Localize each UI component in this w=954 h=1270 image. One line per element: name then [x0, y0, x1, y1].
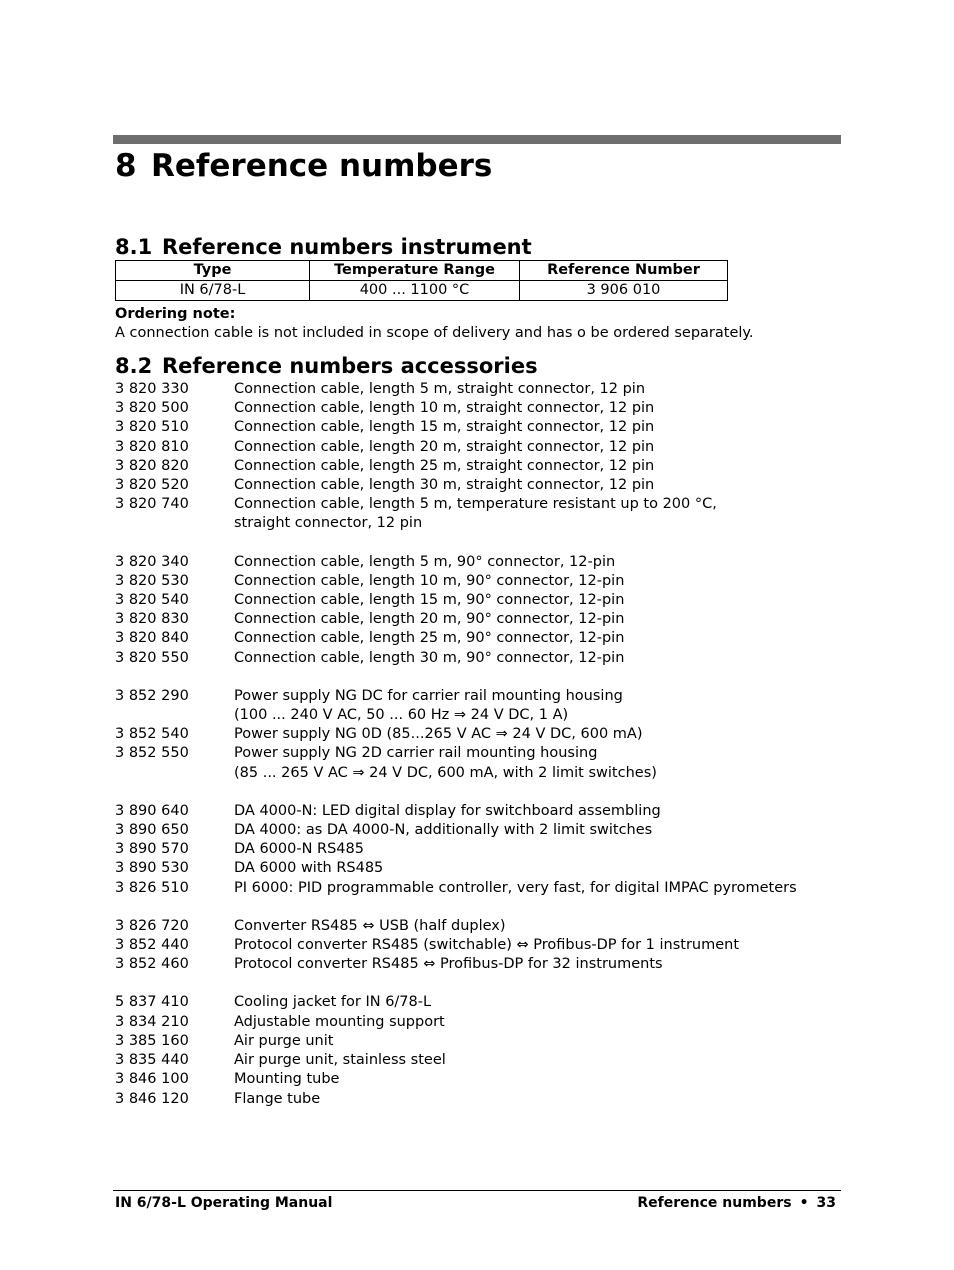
- list-item: [115, 553, 835, 572]
- item-description: (85 ... 265 V AC ⇒ 24 V DC, 600 mA, with 2 limit switches): [234, 764, 657, 781]
- chapter-rule: [113, 135, 841, 144]
- list-item: [115, 993, 835, 1012]
- reference-code: 3 852 540: [115, 726, 189, 743]
- section-title: Reference numbers instrument: [162, 235, 532, 259]
- item-description: Connection cable, length 15 m, 90° connector, 12-pin: [234, 592, 625, 609]
- section-number: 8.1: [115, 235, 153, 259]
- reference-code: 3 852 550: [115, 745, 189, 762]
- reference-code: [115, 514, 234, 533]
- list-item: [115, 821, 835, 840]
- reference-code: 3 852 440: [115, 937, 189, 954]
- list-item: [115, 840, 835, 859]
- footer-separator: •: [799, 1195, 809, 1211]
- item-description: Power supply NG 0D (85...265 V AC ⇒ 24 V DC, 600 mA): [234, 726, 643, 743]
- item-description: Connection cable, length 15 m, straight connector, 12 pin: [234, 419, 655, 436]
- section-number: 8.2: [115, 354, 153, 378]
- footer-manual-title: IN 6/78-L Operating Manual: [115, 1195, 333, 1211]
- section-heading-instrument: [115, 234, 532, 260]
- list-item: [115, 649, 835, 668]
- reference-code: 3 820 830: [115, 611, 189, 628]
- item-description: Connection cable, length 30 m, straight connector, 12 pin: [234, 477, 655, 494]
- list-item: [115, 1032, 835, 1051]
- item-description: Cooling jacket for IN 6/78-L: [234, 994, 432, 1011]
- table-header-cell: Temperature Range: [310, 261, 520, 281]
- reference-code: 3 835 440: [115, 1052, 189, 1069]
- list-item: [115, 1013, 835, 1032]
- item-description: Power supply NG 2D carrier rail mounting housing: [234, 745, 598, 762]
- reference-code: 3 385 160: [115, 1032, 189, 1049]
- reference-code: 3 820 530: [115, 572, 189, 589]
- list-item: [115, 438, 835, 457]
- reference-code: 3 834 210: [115, 1013, 189, 1030]
- list-item: [115, 917, 835, 936]
- item-description: Connection cable, length 10 m, 90° connector, 12-pin: [234, 572, 625, 589]
- list-item: [115, 1090, 835, 1109]
- list-item: [115, 476, 835, 495]
- reference-code: [115, 706, 234, 725]
- item-description: Air purge unit: [234, 1032, 334, 1049]
- list-spacer: [115, 534, 835, 553]
- table-cell: 3 906 010: [520, 281, 728, 301]
- list-spacer: [115, 898, 835, 917]
- reference-code: 3 820 340: [115, 553, 189, 570]
- reference-code: 3 890 650: [115, 822, 189, 839]
- reference-code: 3 820 510: [115, 419, 189, 436]
- item-description: Connection cable, length 5 m, 90° connector, 12-pin: [234, 553, 616, 570]
- list-item: [115, 802, 835, 821]
- table-header-cell: Reference Number: [520, 261, 728, 281]
- reference-code: 3 890 530: [115, 860, 189, 877]
- list-item: [115, 572, 835, 591]
- reference-code: 3 820 840: [115, 630, 189, 647]
- reference-code: 3 820 520: [115, 477, 189, 494]
- list-item: [115, 591, 835, 610]
- item-description: Connection cable, length 25 m, 90° connector, 12-pin: [234, 630, 625, 647]
- ordering-note-label: Ordering note:: [115, 306, 236, 322]
- chapter-number: 8: [115, 148, 137, 184]
- item-description: DA 4000: as DA 4000-N, additionally with 2 limit switches: [234, 822, 653, 839]
- item-description: Connection cable, length 20 m, straight connector, 12 pin: [234, 438, 655, 455]
- item-description: Protocol converter RS485 ⇔ Profibus-DP for 32 instruments: [234, 956, 663, 973]
- reference-code: 5 837 410: [115, 994, 189, 1011]
- item-description: Connection cable, length 10 m, straight connector, 12 pin: [234, 400, 655, 417]
- list-spacer: [115, 783, 835, 802]
- list-item: [115, 936, 835, 955]
- list-item: [115, 879, 835, 898]
- list-item: [115, 629, 835, 648]
- footer-section-label: Reference numbers: [637, 1195, 792, 1211]
- item-description: straight connector, 12 pin: [234, 515, 423, 532]
- reference-code: 3 820 810: [115, 438, 189, 455]
- item-description: DA 6000 with RS485: [234, 860, 384, 877]
- instrument-table: [115, 260, 728, 301]
- item-description: DA 4000-N: LED digital display for switchboard assembling: [234, 802, 661, 819]
- list-item: [115, 764, 835, 783]
- reference-code: 3 820 500: [115, 400, 189, 417]
- list-spacer: [115, 974, 835, 993]
- chapter-title: Reference numbers: [151, 148, 493, 184]
- reference-code: 3 820 330: [115, 381, 189, 397]
- reference-code: 3 820 540: [115, 592, 189, 609]
- list-item: [115, 380, 835, 399]
- item-description: Connection cable, length 5 m, straight connector, 12 pin: [234, 381, 646, 397]
- list-item: [115, 610, 835, 629]
- item-description: DA 6000-N RS485: [234, 841, 364, 858]
- table-header-cell: Type: [116, 261, 310, 281]
- list-item: [115, 514, 835, 533]
- reference-code: 3 820 740: [115, 496, 189, 513]
- item-description: Air purge unit, stainless steel: [234, 1052, 446, 1069]
- reference-code: 3 846 120: [115, 1090, 189, 1107]
- list-item: [115, 399, 835, 418]
- chapter-heading: [115, 146, 492, 186]
- item-description: Connection cable, length 30 m, 90° connector, 12-pin: [234, 649, 625, 666]
- list-item: [115, 859, 835, 878]
- list-item: [115, 1070, 835, 1089]
- reference-code: 3 890 570: [115, 841, 189, 858]
- reference-code: 3 820 820: [115, 457, 189, 474]
- page-number: 33: [816, 1195, 836, 1211]
- section-title: Reference numbers accessories: [162, 354, 538, 378]
- item-description: Connection cable, length 5 m, temperature resistant up to 200 °C,: [234, 496, 717, 513]
- item-description: Adjustable mounting support: [234, 1013, 445, 1030]
- list-item: [115, 725, 835, 744]
- list-item: [115, 1051, 835, 1070]
- table-cell: IN 6/78-L: [116, 281, 310, 301]
- table-row: [116, 281, 728, 301]
- item-description: Flange tube: [234, 1090, 321, 1107]
- item-description: Power supply NG DC for carrier rail mounting housing: [234, 687, 623, 704]
- list-item: [115, 457, 835, 476]
- item-description: Connection cable, length 20 m, 90° connector, 12-pin: [234, 611, 625, 628]
- reference-code: 3 826 720: [115, 917, 189, 934]
- accessories-list: [115, 380, 835, 1109]
- item-description: Converter RS485 ⇔ USB (half duplex): [234, 917, 506, 934]
- footer-page-info: [637, 1194, 836, 1212]
- reference-code: 3 820 550: [115, 649, 189, 666]
- section-heading-accessories: [115, 353, 538, 379]
- list-spacer: [115, 668, 835, 687]
- item-description: Protocol converter RS485 (switchable) ⇔ Profibus-DP for 1 instrument: [234, 937, 740, 954]
- reference-code: 3 852 460: [115, 956, 189, 973]
- reference-code: 3 846 100: [115, 1071, 189, 1088]
- list-item: [115, 687, 835, 706]
- footer-rule: [113, 1190, 841, 1191]
- list-item: [115, 706, 835, 725]
- table-header-row: [116, 261, 728, 281]
- item-description: (100 ... 240 V AC, 50 ... 60 Hz ⇒ 24 V DC, 1 A): [234, 707, 569, 724]
- ordering-note-text: A connection cable is not included in scope of delivery and has o be ordered separately.: [115, 325, 754, 341]
- reference-code: [115, 764, 234, 783]
- item-description: PI 6000: PID programmable controller, very fast, for digital IMPAC pyrometers: [234, 879, 797, 896]
- list-item: [115, 418, 835, 437]
- item-description: Mounting tube: [234, 1071, 340, 1088]
- reference-code: 3 852 290: [115, 687, 189, 704]
- list-item: [115, 955, 835, 974]
- reference-code: 3 826 510: [115, 879, 189, 896]
- list-item: [115, 495, 835, 514]
- reference-code: 3 890 640: [115, 802, 189, 819]
- list-item: [115, 744, 835, 763]
- table-cell: 400 ... 1100 °C: [310, 281, 520, 301]
- item-description: Connection cable, length 25 m, straight connector, 12 pin: [234, 457, 655, 474]
